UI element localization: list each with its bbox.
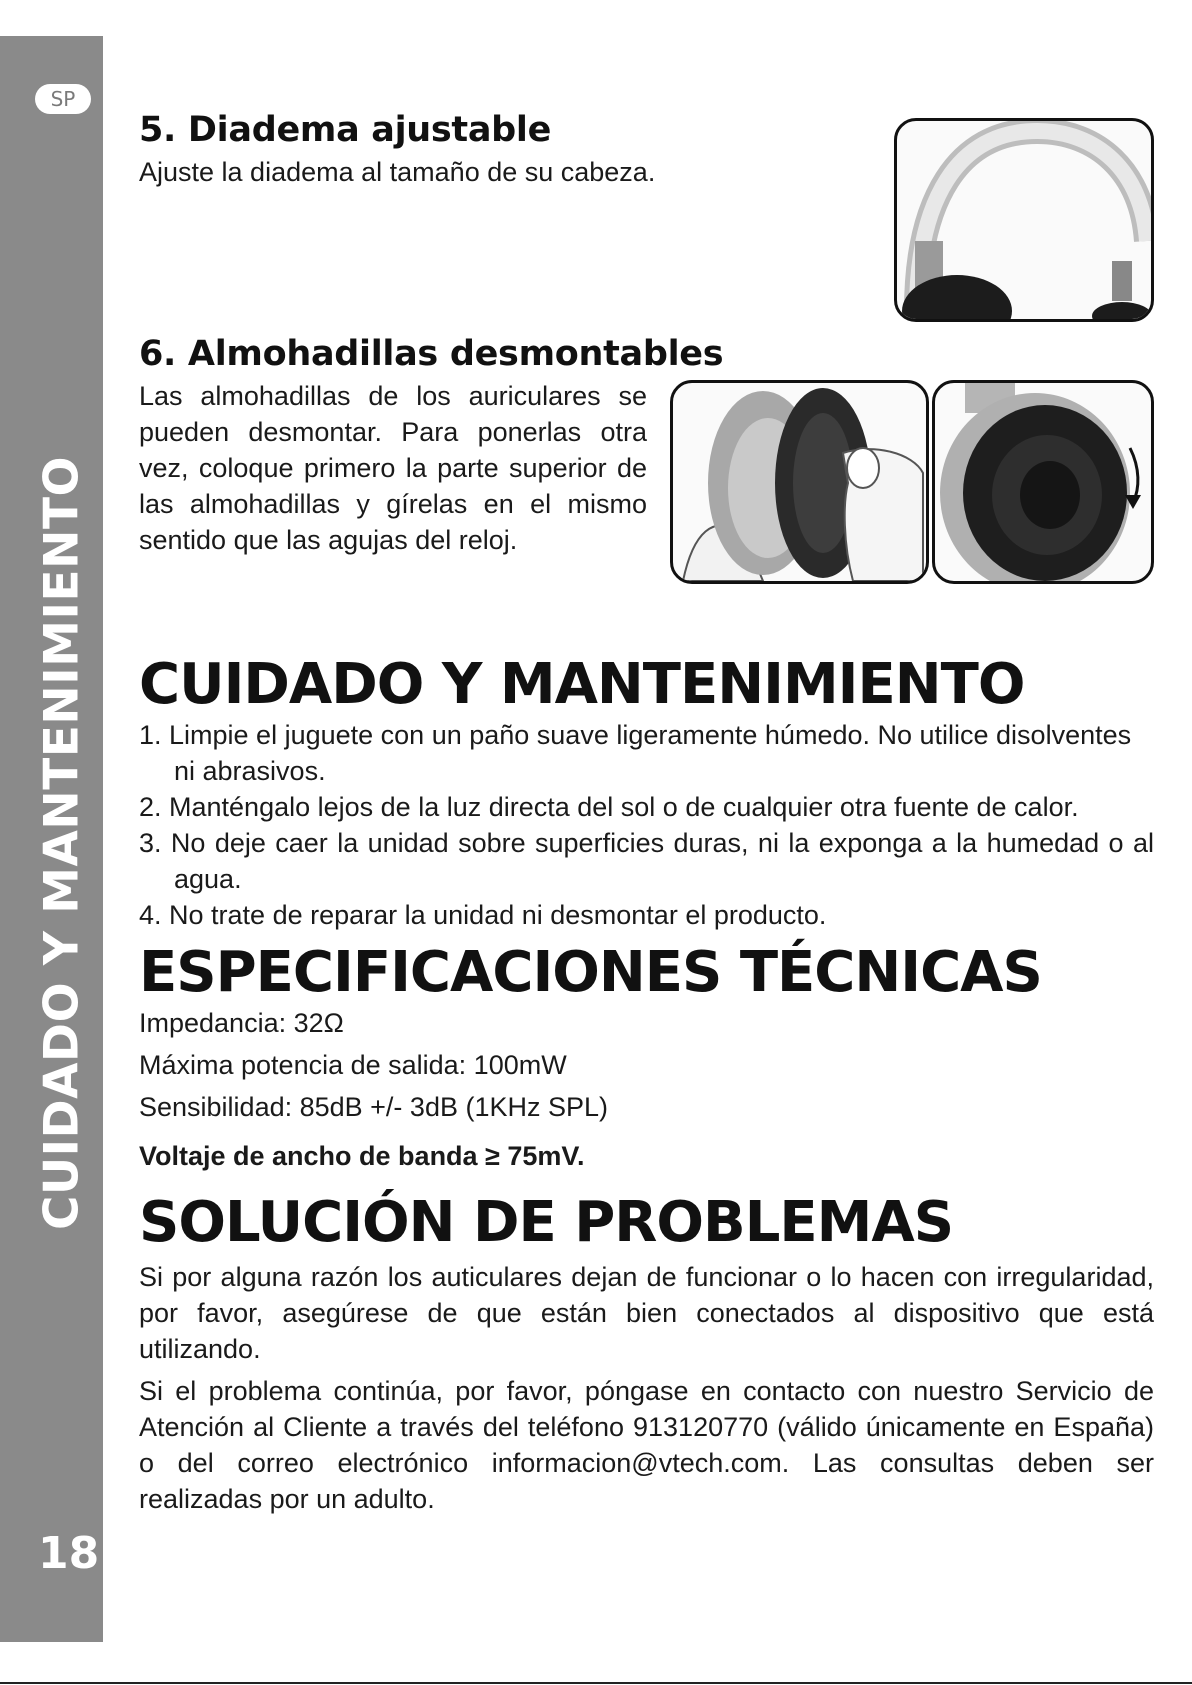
troubleshooting-paragraph: Si por alguna razón los auticulares dejan de funcionar o lo hacen con irregularidad, por favor, asegúrese de que están bien conectados al dispositivo que está utilizando. [139,1262,1154,1364]
spec-impedance: Impedancia: 32Ω [139,1008,344,1038]
spec-voltage: Voltaje de ancho de banda ≥ 75mV. [139,1141,585,1171]
care-section [139,652,1154,933]
ear-pad-rotation-illustration [932,380,1154,584]
spec-sensitivity: Sensibilidad: 85dB +/- 3dB (1KHz SPL) [139,1092,609,1122]
section-removable-pads [139,378,647,558]
section-5-title: 5. Diadema ajustable [139,110,552,150]
care-list [139,717,1154,933]
sidebar-section-title: CUIDADO Y MANTENIMIENTO [34,456,90,1230]
troubleshooting-section [139,1190,1154,1517]
care-item: 2. Manténgalo lejos de la luz directa del sol o de cualquier otra fuente de calor. [139,792,1079,822]
section-6-body: Las almohadillas de los auriculares se pueden desmontar. Para ponerlas otra vez, coloque primero la parte superior de las almohadillas y gírelas en el mismo sentido que las agujas del reloj. [139,381,647,555]
section-removable-pads-title-wrap [139,334,1154,374]
care-item: 1. Limpie el juguete con un paño suave ligeramente húmedo. No utilice disolventes ni abrasivos. [139,720,1132,786]
specs-section [139,940,1154,1172]
section-5-body: Ajuste la diadema al tamaño de su cabeza. [139,157,656,187]
page-bottom-rule [0,1682,1192,1684]
specs-heading: ESPECIFICACIONES TÉCNICAS [139,940,1042,1005]
troubleshooting-paragraph: Si el problema continúa, por favor, póngase en contacto con nuestro Servicio de Atención al Cliente a través del teléfono 913120770 (válido únicamente en España) o del correo electrónico informacion@vtech.com. Las consultas deben ser realizadas por un adulto. [139,1376,1154,1514]
headband-illustration [894,118,1154,322]
spec-max-power: Máxima potencia de salida: 100mW [139,1050,567,1080]
page-number: 18 [38,1528,100,1579]
troubleshooting-heading: SOLUCIÓN DE PROBLEMAS [139,1190,954,1255]
section-6-title: 6. Almohadillas desmontables [139,334,724,374]
ear-pad-removal-illustration [670,380,929,584]
care-heading: CUIDADO Y MANTENIMIENTO [139,652,1025,717]
care-item: 4. No trate de reparar la unidad ni desmontar el producto. [139,900,827,930]
language-badge: SP [35,84,91,114]
care-item: 3. No deje caer la unidad sobre superficies duras, ni la exponga a la humedad o al agua. [139,828,1154,894]
